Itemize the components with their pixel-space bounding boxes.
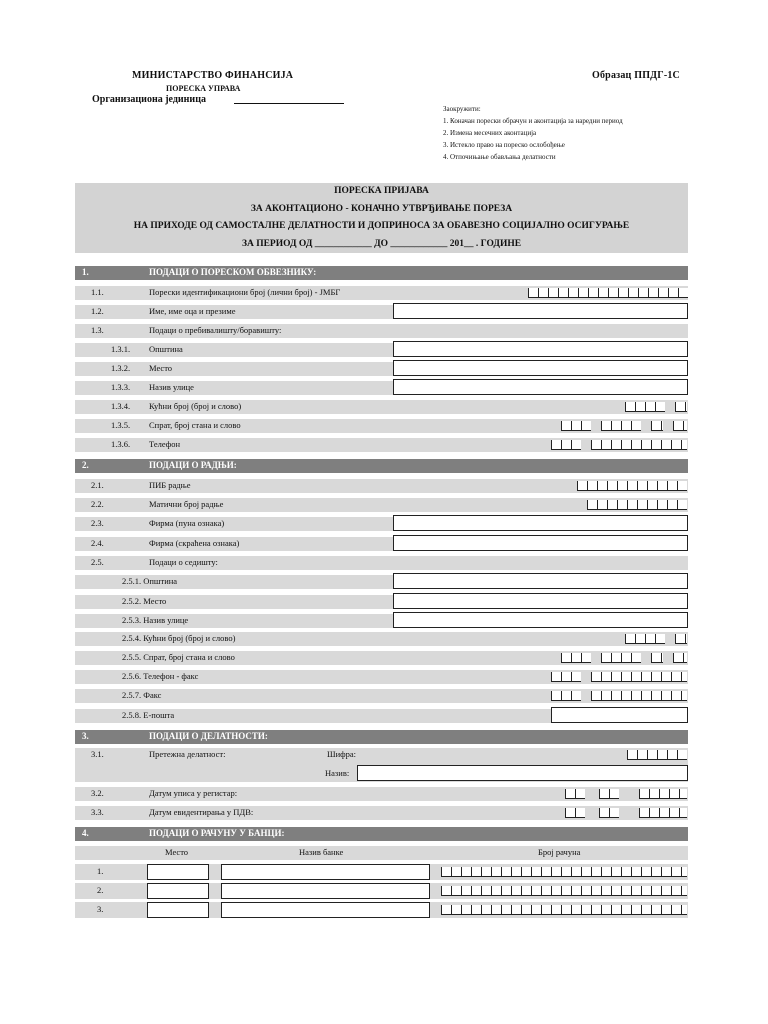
account-input-3[interactable] [441,905,687,915]
org-unit-line[interactable] [234,103,344,104]
row-1-3: 1.3. Подаци о пребивалишту/боравишту: [75,324,688,338]
apartment-input[interactable] [601,421,641,431]
fax-input[interactable] [591,691,687,701]
phone-prefix-input[interactable] [551,440,581,450]
row-3-3: 3.3. Датум евидентирања у ПДВ: [75,806,688,820]
row-1-2: 1.2. Име, име оца и презиме [75,305,688,319]
section-4-header: 4. ПОДАЦИ О РАЧУНУ У БАНЦИ: [75,827,688,841]
bank-place-input-3[interactable] [147,902,209,918]
option-4[interactable]: 4. Отпочињање обављања делатности [443,153,556,161]
col-account: Број рачуна [538,847,581,857]
jmbg-input[interactable] [528,288,688,298]
reg-number-input[interactable] [587,500,687,510]
option-2[interactable]: 2. Измена месечних аконтација [443,129,537,137]
agency-name: ПОРЕСКА УПРАВА [166,84,241,93]
row-2-5-6: 2.5.6. Телефон - факс [75,670,688,684]
row-2-5-4: 2.5.4. Кућни број (број и слово) [75,632,688,646]
house-number-input[interactable] [625,402,665,412]
title-line-1: ПОРЕСКА ПРИЈАВА [334,186,429,196]
row-1-3-4: 1.3.4. Кућни број (број и слово) [75,400,688,414]
bank-place-input-1[interactable] [147,864,209,880]
row-2-5-8: 2.5.8. Е-пошта [75,709,688,723]
seat-apartment-letter-input[interactable] [651,653,663,663]
section-1-header: 1. ПОДАЦИ О ПОРЕСКОМ ОБВЕЗНИКУ: [75,266,688,280]
floor-input[interactable] [561,421,591,431]
seat-house-number-input[interactable] [625,634,665,644]
bank-name-input-3[interactable] [221,902,430,918]
form-title-box [75,183,688,253]
name-input[interactable] [393,303,688,319]
seat-floor-input[interactable] [561,653,591,663]
reg-date-year[interactable] [639,789,687,799]
bank-name-input-2[interactable] [221,883,430,899]
row-2-5: 2.5. Подаци о седишту: [75,556,688,570]
municipality-input[interactable] [393,341,688,357]
option-3[interactable]: 3. Истекло право на пореско ослобођење [443,141,565,149]
section-2-header: 2. ПОДАЦИ О РАДЊИ: [75,459,688,473]
seat-apartment-input[interactable] [601,653,641,663]
vat-date-day[interactable] [565,808,585,818]
row-2-5-2: 2.5.2. Место [75,595,688,609]
bank-row-1: 1. [75,864,688,880]
row-2-2: 2.2. Матични број радње [75,498,688,512]
activity-name-input[interactable] [357,765,688,781]
row-1-1: 1.1. Порески идентификациони број (лични број) - ЈМБГ [75,286,688,300]
seat-phone-prefix-input[interactable] [551,672,581,682]
activity-code-input[interactable] [627,750,687,760]
col-bank: Назив банке [299,847,344,857]
bank-place-input-2[interactable] [147,883,209,899]
section-3-header: 3. ПОДАЦИ О ДЕЛАТНОСТИ: [75,730,688,744]
col-place: Место [165,847,189,857]
bank-row-2: 2. [75,883,688,899]
firm-short-input[interactable] [393,535,688,551]
extra-input[interactable] [673,421,687,431]
firm-full-input[interactable] [393,515,688,531]
title-line-4: ЗА ПЕРИОД ОД ____________ ДО ____________ 201__ . ГОДИНЕ [241,238,522,249]
row-1-3-2: 1.3.2. Место [75,362,688,376]
org-unit-label: Организациона јединица [92,94,206,105]
seat-street-input[interactable] [393,612,688,628]
street-input[interactable] [393,379,688,395]
row-1-3-1: 1.3.1. Општина [75,343,688,357]
option-1[interactable]: 1. Коначан порески обрачун и аконтација за наредни период [443,117,623,125]
apartment-letter-input[interactable] [651,421,663,431]
bank-name-input-1[interactable] [221,864,430,880]
pib-input[interactable] [577,481,687,491]
place-input[interactable] [393,360,688,376]
house-letter-input[interactable] [675,402,687,412]
row-2-4: 2.4. Фирма (скраћена ознака) [75,537,688,551]
phone-input[interactable] [591,440,687,450]
account-input-2[interactable] [441,886,687,896]
seat-place-input[interactable] [393,593,688,609]
row-1-3-3: 1.3.3. Назив улице [75,381,688,395]
account-input-1[interactable] [441,867,687,877]
row-2-5-7: 2.5.7. Факс [75,689,688,703]
seat-house-letter-input[interactable] [675,634,687,644]
circle-label: Заокружити: [443,105,481,113]
row-2-5-5: 2.5.5. Спрат, број стана и слово [75,651,688,665]
vat-date-year[interactable] [639,808,687,818]
row-3-2: 3.2. Датум уписа у регистар: [75,787,688,801]
title-line-2: ЗА АКОНТАЦИОНО - КОНАЧНО УТВРЂИВАЊЕ ПОРЕЗА [250,203,513,214]
bank-column-headers [75,846,688,860]
row-2-5-3: 2.5.3. Назив улице [75,614,688,628]
ministry-name: МИНИСТАРСТВО ФИНАНСИЈА [132,70,294,81]
form-code: Образац ППДГ-1С [592,70,680,81]
fax-prefix-input[interactable] [551,691,581,701]
row-2-5-1: 2.5.1. Општина [75,575,688,589]
seat-extra-input[interactable] [673,653,687,663]
row-2-3: 2.3. Фирма (пуна ознака) [75,517,688,531]
row-3-1: 3.1. Претежна делатност: Шифра: Назив: [75,748,688,782]
row-1-3-5: 1.3.5. Спрат, број стана и слово [75,419,688,433]
row-1-3-6: 1.3.6. Телефон [75,438,688,452]
seat-phone-input[interactable] [591,672,687,682]
seat-municipality-input[interactable] [393,573,688,589]
email-input[interactable] [551,707,688,723]
vat-date-month[interactable] [599,808,619,818]
row-2-1: 2.1. ПИБ радње [75,479,688,493]
reg-date-month[interactable] [599,789,619,799]
title-line-3: НА ПРИХОДЕ ОД САМОСТАЛНЕ ДЕЛАТНОСТИ И ДОПРИНОСА ЗА ОБАВЕЗНО СОЦИЈАЛНО ОСИГУРАЊЕ [133,221,630,231]
bank-row-3: 3. [75,902,688,918]
reg-date-day[interactable] [565,789,585,799]
